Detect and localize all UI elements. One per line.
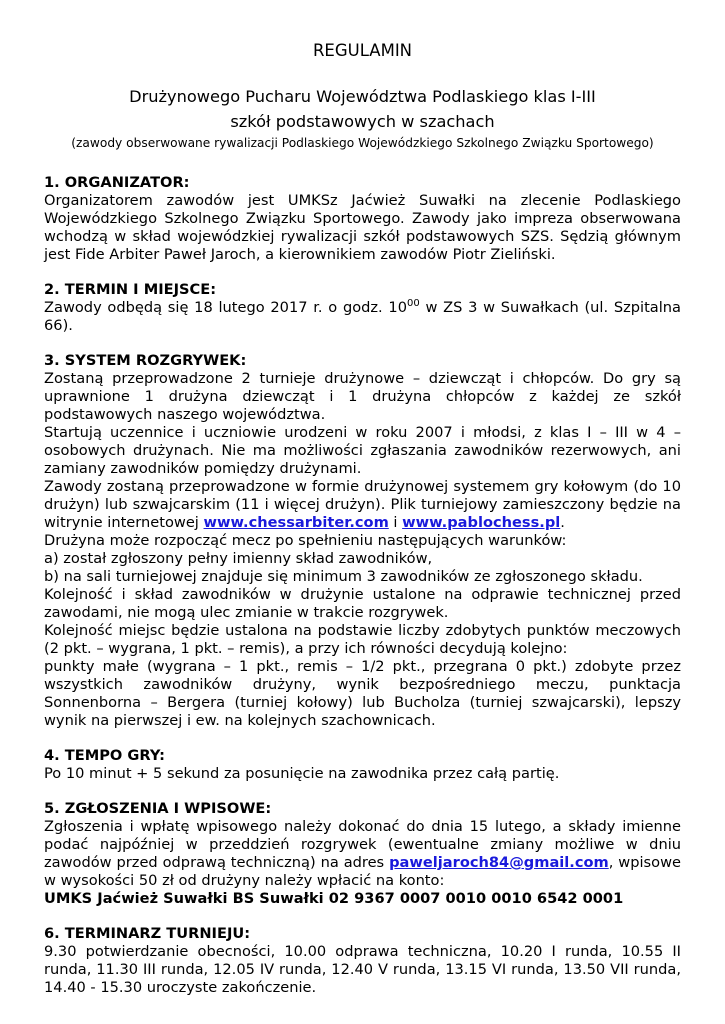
section-paragraph: Organizatorem zawodów jest UMKSz Jaćwież Suwałki na zlecenie Podlaskiego Wojewódzkiego Szkolnego Związku Sportowego. Zawody jako impreza obserwowana wchodzą w skład wojewódzkiej rywalizacji szkół podstawowych SZS. Sędzią głównym jest Fide Arbiter Paweł Jaroch, a kierownikiem zawodów Piotr Zieliński. (44, 192, 681, 263)
document-title: REGULAMIN (312, 41, 413, 60)
section-paragraph: Zostaną przeprowadzone 2 turnieje drużynowe – dziewcząt i chłopców. Do gry są uprawnione 1 drużyna dziewcząt i 1 drużyna chłopców z każdej ze szkół podstawowych naszego województwa. (44, 370, 681, 423)
place-text: w ZS 3 w Suwałkach (ul. Szpitalna 66). (44, 299, 681, 334)
section-registration (44, 800, 681, 908)
document-subtitle-note: (zawody obserwowane rywalizacji Podlaskiego Wojewódzkiego Szkolnego Związku Sportowego) (71, 136, 654, 150)
section-paragraph (44, 818, 681, 890)
section-date-place (44, 281, 681, 335)
section-system (44, 352, 681, 730)
section-paragraph: punkty małe (wygrana – 1 pkt., remis – 1/2 pkt., przegrana 0 pkt.) zdobyte przez wszystkich zawodników drużyny, wynik bezpośredniego meczu, punktacja Sonnenborna – Bergera (turniej kołowy) lub Bucholza (turniej szwajcarski), lepszy wynik na pierwszej i ew. na kolejnych szachownicach. (44, 658, 681, 729)
pablochess-link[interactable]: www.pablochess.pl (402, 514, 561, 531)
section-heading: 3. SYSTEM ROZGRYWEK: (44, 352, 247, 369)
document-subtitle-line1: Drużynowego Pucharu Województwa Podlaskiego klas I-III (129, 87, 596, 106)
chessarbiter-link[interactable]: www.chessarbiter.com (203, 514, 389, 531)
section-tempo (44, 747, 681, 783)
section-heading: 5. ZGŁOSZENIA I WPISOWE: (44, 800, 272, 817)
section-paragraph (44, 478, 681, 532)
section-organizer (44, 174, 681, 264)
paragraph-text: Zgłoszenia i wpłatę wpisowego należy dokonać do dnia 15 lutego, a składy imienne podać najpóźniej w przeddzień rozgrywek (ewentualne zmiany możliwe w dniu zawodów przed odprawą techniczną) na adres (44, 818, 681, 871)
email-link[interactable]: paweljaroch84@gmail.com (389, 854, 609, 871)
document-subtitle-line2: szkół podstawowych w szachach (230, 112, 495, 131)
section-paragraph (44, 299, 681, 335)
paragraph-text: , wpisowe w wysokości 50 zł od drużyny należy wpłacić na konto: (44, 854, 681, 889)
section-heading: 6. TERMINARZ TURNIEJU: (44, 925, 251, 942)
section-heading: 1. ORGANIZATOR: (44, 174, 190, 191)
time-superscript: 00 (407, 298, 420, 310)
paragraph-text: . (560, 514, 565, 531)
section-paragraph: Po 10 minut + 5 sekund za posunięcie na zawodnika przez całą partię. (44, 765, 560, 782)
section-paragraph: Startują uczennice i uczniowie urodzeni w roku 2007 i młodsi, z klas I – III w 4 – osobowych drużynach. Nie ma możliwości zgłaszania zawodników rezerwowych, ani zamiany zawodników pomiędzy drużynami. (44, 424, 681, 477)
section-paragraph: Kolejność i skład zawodników w drużynie ustalone na odprawie technicznej przed zawodami, nie mogą ulec zmianie w trakcie rozgrywek. (44, 586, 681, 621)
section-paragraph: a) został zgłoszony pełny imienny skład zawodników, (44, 550, 433, 567)
document-page (44, 40, 681, 1014)
section-paragraph: 9.30 potwierdzanie obecności, 10.00 odprawa techniczna, 10.20 I runda, 10.55 II runda, 11.30 III runda, 12.05 IV runda, 12.40 V runda, 13.15 VI runda, 13.50 VII runda, 14.40 - 15.30 uroczyste zakończenie. (44, 943, 681, 996)
section-heading: 2. TERMIN I MIEJSCE: (44, 281, 217, 298)
section-paragraph: Drużyna może rozpocząć mecz po spełnieniu następujących warunków: (44, 532, 567, 549)
section-schedule (44, 925, 681, 997)
section-paragraph: Kolejność miejsc będzie ustalona na podstawie liczby zdobytych punktów meczowych (2 pkt. – wygrana, 1 pkt. – remis), a przy ich równości decydują kolejno: (44, 622, 681, 657)
section-paragraph: b) na sali turniejowej znajduje się minimum 3 zawodników ze zgłoszonego składu. (44, 568, 643, 585)
bank-account: UMKS Jaćwież Suwałki BS Suwałki 02 9367 0007 0010 0010 6542 0001 (44, 890, 624, 907)
paragraph-text: i (388, 514, 403, 531)
section-heading: 4. TEMPO GRY: (44, 747, 165, 764)
paragraph-text: Zawody zostaną przeprowadzone w formie drużynowej systemem gry kołowym (do 10 drużyn) lub szwajcarskim (11 i więcej drużyn). Plik turniejowy zamieszczony będzie na witrynie internetowej (44, 478, 681, 531)
date-text: Zawody odbędą się 18 lutego 2017 r. o godz. 10 (44, 299, 407, 316)
